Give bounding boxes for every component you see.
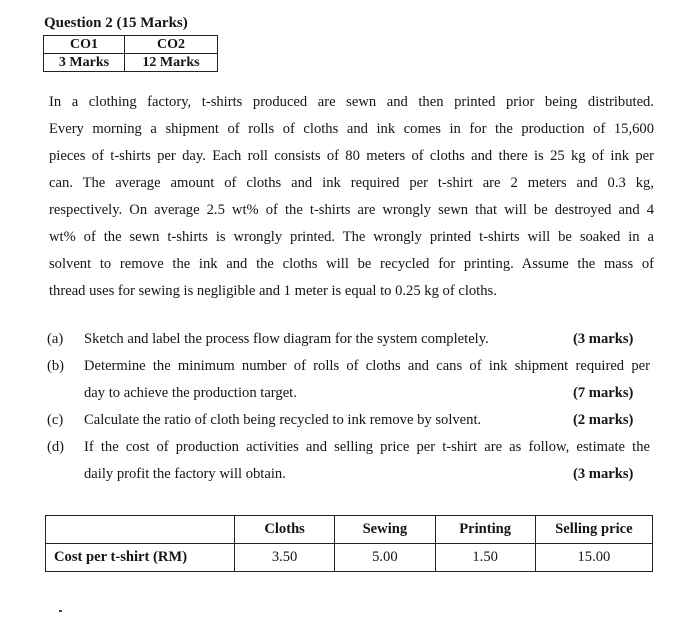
sub-question-a-label: (a) xyxy=(47,331,64,347)
cost-row-label: Cost per t-shirt (RM) xyxy=(46,544,235,572)
cost-header-printing: Printing xyxy=(435,516,535,544)
sub-question-c-text: Calculate the ratio of cloth being recycled to ink remove by solvent. xyxy=(84,412,482,428)
sub-question-b-marks: (7 marks) xyxy=(573,385,634,401)
sub-question-a-marks: (3 marks) xyxy=(573,331,634,347)
paragraph-line: pieces of t-shirts per day. Each roll consists of 80 meters of cloths and there is 25 kg of ink per xyxy=(49,148,654,164)
cost-table-header-row xyxy=(46,516,653,544)
cost-value-sewing: 5.00 xyxy=(335,544,435,572)
sub-question-b-label: (b) xyxy=(47,358,65,374)
sub-question-c-label: (c) xyxy=(47,412,64,428)
problem-statement xyxy=(49,89,654,305)
co1-marks: 3 Marks xyxy=(44,54,125,72)
paragraph-line: In a clothing factory, t-shirts produced are sewn and then printed prior being distributed. xyxy=(49,94,654,110)
cost-header-selling-price: Selling price xyxy=(535,516,652,544)
co-header-row xyxy=(44,36,218,54)
paragraph-line: wt% of the sewn t-shirts is wrongly printed. The wrongly printed t-shirts will be soaked in a xyxy=(49,229,654,245)
cost-value-cloths: 3.50 xyxy=(234,544,334,572)
cost-header-sewing: Sewing xyxy=(335,516,435,544)
co2-header: CO2 xyxy=(125,36,218,54)
co1-header: CO1 xyxy=(44,36,125,54)
stray-mark xyxy=(59,610,62,612)
paragraph-line: thread uses for sewing is negligible and 1 meter is equal to 0.25 kg of cloths. xyxy=(49,283,497,299)
sub-question-b-text-line2: day to achieve the production target. xyxy=(84,385,297,401)
co2-marks: 12 Marks xyxy=(125,54,218,72)
paragraph-line: can. The average amount of cloths and ink required per t-shirt are 2 meters and 0.3 kg, xyxy=(49,175,654,191)
course-outcome-table xyxy=(43,35,218,72)
cost-table xyxy=(45,515,653,572)
cost-table-row xyxy=(46,544,653,572)
sub-question-a-text: Sketch and label the process flow diagram for the system completely. xyxy=(84,331,489,347)
cost-value-selling-price: 15.00 xyxy=(535,544,652,572)
paragraph-line: respectively. On average 2.5 wt% of the t-shirts are wrongly sewn that will be destroyed and 4 xyxy=(49,202,654,218)
sub-question-c-marks: (2 marks) xyxy=(573,412,634,428)
sub-question-d-text-line1: If the cost of production activities and selling price per t-shirt are as follow, estimate the xyxy=(84,439,650,455)
sub-question-d-label: (d) xyxy=(47,439,65,455)
sub-question-d-marks: (3 marks) xyxy=(573,466,634,482)
sub-question-b-text-line1: Determine the minimum number of rolls of cloths and cans of ink shipment required per xyxy=(84,358,650,374)
paragraph-line: Every morning a shipment of rolls of cloths and ink comes in for the production of 15,600 xyxy=(49,121,654,137)
cost-value-printing: 1.50 xyxy=(435,544,535,572)
cost-header-cloths: Cloths xyxy=(234,516,334,544)
paragraph-line: solvent to remove the ink and the cloths will be recycled for printing. Assume the mass of xyxy=(49,256,654,272)
co-marks-row xyxy=(44,54,218,72)
sub-question-d-text-line2: daily profit the factory will obtain. xyxy=(84,466,286,482)
cost-table-corner-cell xyxy=(46,516,235,544)
question-title: Question 2 (15 Marks) xyxy=(44,15,188,31)
